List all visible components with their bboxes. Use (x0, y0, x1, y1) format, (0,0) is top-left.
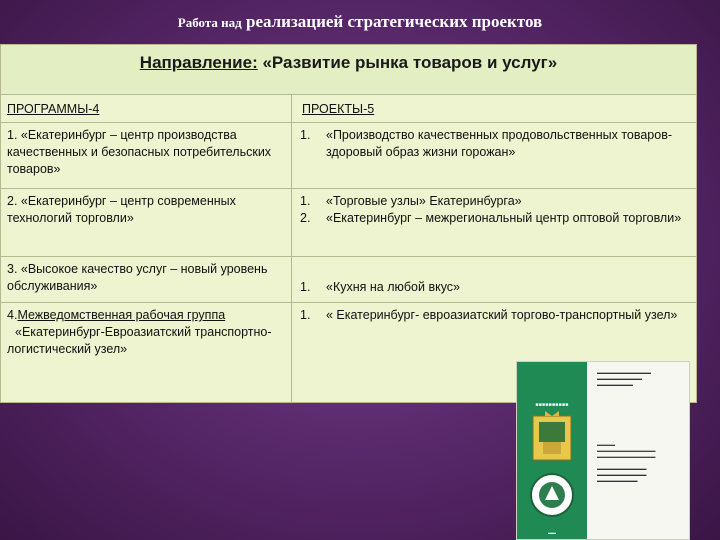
slide-title-main: реализацией стратегических проектов (245, 12, 543, 31)
circular-logo-icon (529, 472, 575, 518)
cover-header-lines: ▬▬▬▬▬▬▬▬▬▬▬▬ ▬▬▬▬▬▬▬▬▬▬ ▬▬▬▬▬▬▬▬ (597, 370, 651, 387)
projects-header-cell (292, 95, 696, 122)
cover-title-lines: ▬▬▬▬ ▬▬▬▬▬▬▬▬▬▬▬▬▬ ▬▬▬▬▬▬▬▬▬▬▬▬▬ (597, 442, 656, 459)
table-row (1, 257, 696, 303)
program-group-title: Межведомственная рабочая группа (17, 308, 226, 322)
project-item (300, 210, 688, 227)
project-number: 1. (300, 194, 311, 208)
slide-title-prefix: Работа над (177, 15, 242, 30)
cover-city-lettering: ■■■■■■■■■■ (535, 402, 569, 408)
strategic-plan-cover-image (516, 361, 690, 540)
projects-cell (292, 257, 696, 302)
program-cell (1, 303, 292, 402)
direction-label: Направление: (139, 53, 258, 72)
program-cell: 3. «Высокое качество услуг – новый уровень обслуживания» (1, 257, 292, 302)
project-item (300, 127, 688, 161)
project-text: «Торговые узлы» Екатеринбурга» (326, 194, 522, 208)
project-item (300, 307, 688, 324)
table-row (1, 123, 696, 189)
programs-header: ПРОГРАММЫ-4 (7, 102, 100, 116)
projects-table (0, 44, 697, 403)
program-number: 4. (7, 308, 18, 322)
coat-of-arms-icon (531, 410, 573, 462)
cover-year-lettering: ▬▬ (548, 530, 556, 535)
projects-cell (292, 189, 696, 256)
program-group-name: «Екатеринбург-Евроазиатский транспортно- логистический узел» (7, 325, 272, 356)
projects-header: ПРОЕКТЫ-5 (302, 102, 375, 116)
project-text: «Екатеринбург – межрегиональный центр оптовой торговли» (326, 211, 682, 225)
direction-header (1, 45, 696, 95)
cover-subtitle-lines: ▬▬▬▬▬▬▬▬▬▬▬ ▬▬▬▬▬▬▬▬▬▬▬ ▬▬▬▬▬▬▬▬▬ (597, 466, 647, 483)
slide-title (0, 12, 720, 32)
table-row (1, 189, 696, 257)
program-cell: 1. «Екатеринбург – центр производства качественных и безопасных потребительских товаров» (1, 123, 292, 188)
project-item (300, 193, 688, 210)
direction-value: «Развитие рынка товаров и услуг» (262, 53, 558, 72)
project-text: «Производство качественных продовольственных товаров- здоровый образ жизни горожан» (326, 128, 673, 159)
project-text: « Екатеринбург- евроазиатский торгово-транспортный узел» (326, 308, 678, 322)
project-number: 1. (300, 280, 311, 294)
cover-green-strip (517, 362, 587, 540)
project-item (300, 279, 688, 296)
project-number: 2. (300, 211, 311, 225)
program-cell: 2. «Екатеринбург – центр современных технологий торговли» (1, 189, 292, 256)
column-header-row (1, 95, 696, 123)
project-text: «Кухня на любой вкус» (326, 280, 461, 294)
projects-cell (292, 123, 696, 188)
project-number: 1. (300, 128, 311, 142)
project-number: 1. (300, 308, 311, 322)
programs-header-cell (1, 95, 292, 122)
